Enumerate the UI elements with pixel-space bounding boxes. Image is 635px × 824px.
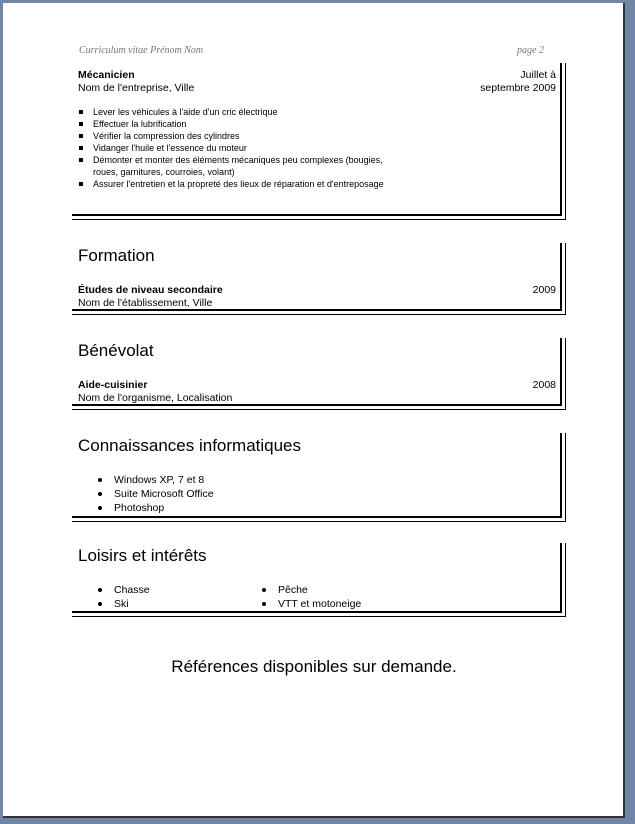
list-item: Pêche (258, 583, 361, 597)
experience-section (72, 63, 562, 216)
task-item: Lever les véhicules à l'aide d'un cric électrique (78, 106, 398, 118)
benevolat-place: Nom de l'organisme, Localisation (78, 392, 233, 404)
page-number: page 2 (517, 45, 544, 56)
benevolat-title: Aide-cuisinier (78, 379, 148, 391)
task-item: Assurer l'entretien et la propreté des lieux de réparation et d'entreposage (78, 178, 398, 190)
section-heading: Connaissances informatiques (78, 436, 302, 455)
software-list (94, 473, 214, 515)
task-item: Vidanger l'huile et l'essence du moteur (78, 142, 398, 154)
benevolat-section (72, 338, 562, 406)
formation-title: Études de niveau secondaire (78, 284, 223, 296)
document-page (3, 3, 625, 818)
task-item: Effectuer la lubrification (78, 118, 398, 130)
list-item: Photoshop (94, 501, 214, 515)
list-item: Windows XP, 7 et 8 (94, 473, 214, 487)
benevolat-year: 2008 (532, 379, 556, 391)
section-heading: Bénévolat (78, 341, 154, 360)
list-item: VTT et motoneige (258, 597, 361, 611)
formation-year: 2009 (532, 284, 556, 296)
job-date-line1: Juillet à (520, 69, 556, 81)
formation-place: Nom de l'établissement, Ville (78, 297, 213, 309)
task-item: Vérifier la compression des cylindres (78, 130, 398, 142)
section-heading: Formation (78, 246, 155, 265)
list-item: Chasse (94, 583, 150, 597)
list-item: Suite Microsoft Office (94, 487, 214, 501)
hobbies-list-col2 (258, 583, 361, 611)
job-title: Mécanicien (78, 69, 135, 81)
loisirs-section (72, 543, 562, 613)
task-list (78, 106, 398, 190)
running-header-title: Curriculum vitae Prénom Nom (79, 45, 204, 56)
hobbies-list-col1 (94, 583, 150, 611)
references-note: Références disponibles sur demande. (171, 657, 457, 676)
formation-section (72, 243, 562, 311)
informatique-section (72, 433, 562, 518)
task-item: Démonter et monter des éléments mécaniques peu complexes (bougies, roues, garnitures, courroies, volant) (78, 154, 398, 178)
section-heading: Loisirs et intérêts (78, 546, 207, 565)
job-date-line2: septembre 2009 (480, 82, 556, 94)
list-item: Ski (94, 597, 150, 611)
employer: Nom de l'entreprise, Ville (78, 82, 195, 94)
